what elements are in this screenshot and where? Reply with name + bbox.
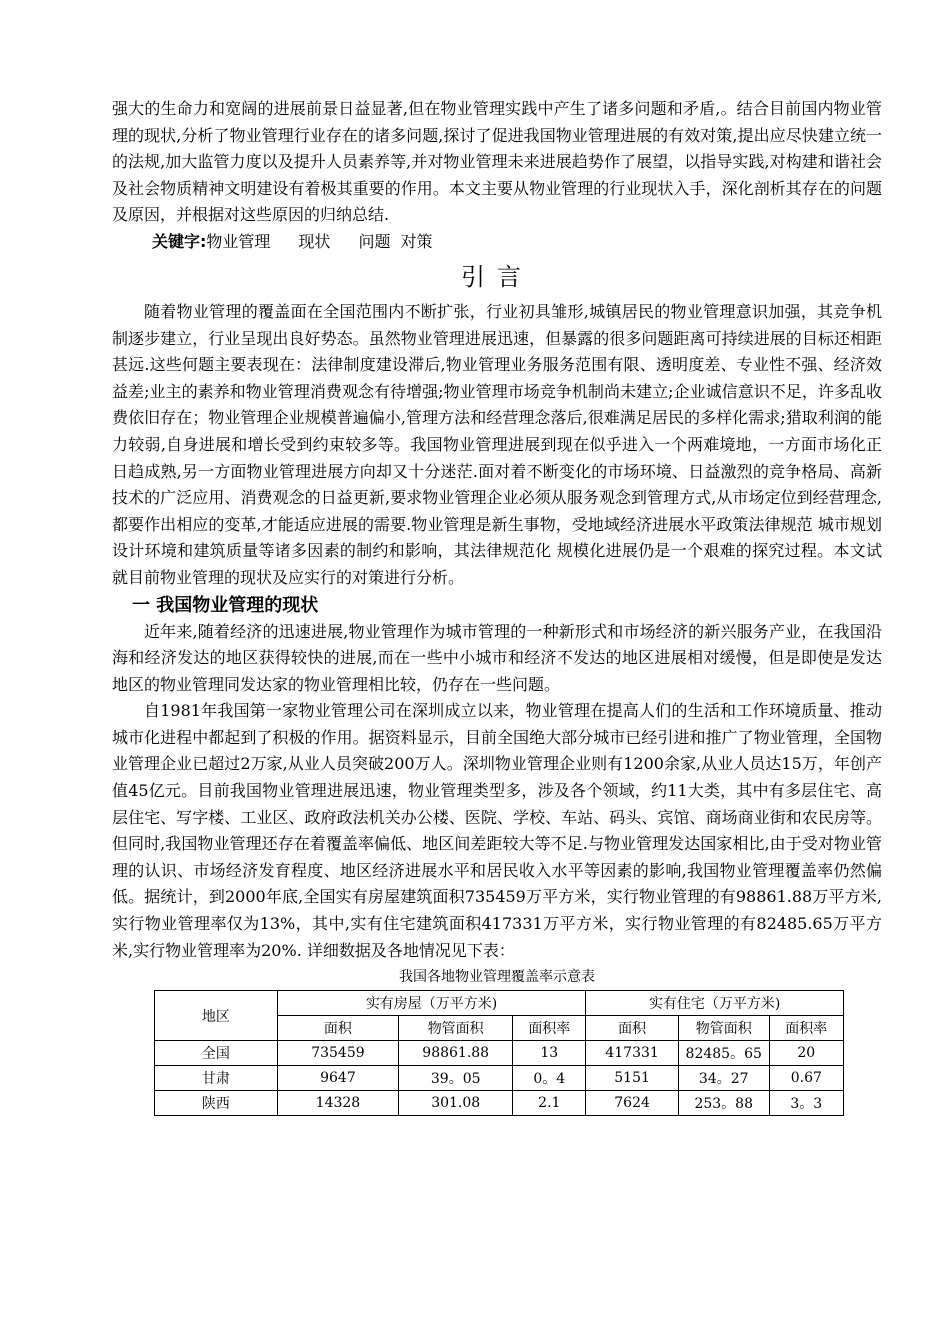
table-row	[155, 1041, 844, 1066]
table-header-cell: 物管面积	[678, 1016, 769, 1041]
table-header-cell: 地区	[155, 991, 278, 1041]
abstract-paragraph: 强大的生命力和宽阔的进展前景日益显著,但在物业管理实践中产生了诸多问题和矛盾,。结合目前国内物业管理的现状,分析了物业管理行业存在的诸多问题,探讨了促进我国物业管理进展的有效对策,提出应尽快建立统一的法规,加大监管力度以及提升人员素养等,并对物业管理未来进展趋势作了展望，以指导实践,对构建和谐社会及社会物质精神文明建设有着极其重要的作用。本文主要从物业管理的行业现状入手，深化剖析其存在的问题及原因，并根据对这些原因的归纳总结.	[112, 99, 882, 225]
keyword: 问题	[358, 231, 391, 251]
keyword: 对策	[400, 231, 433, 251]
table-cell: 14328	[277, 1091, 398, 1116]
keywords-label: 关键字:	[152, 231, 207, 251]
section-heading: 一 我国物业管理的现状	[132, 594, 319, 616]
table-cell: 2.1	[513, 1091, 586, 1116]
table-header-cell: 物管面积	[399, 1016, 513, 1041]
table-row	[155, 1066, 844, 1091]
table-header-cell: 实有房屋（万平方米)	[277, 991, 586, 1016]
body-paragraph: 近年来,随着经济的迅速进展,物业管理作为城市管理的一种新形式和市场经济的新兴服务产业，在我国沿海和经济发达的地区获得较快的进展,而在一些中小城市和经济不发达的地区进展相对缓慢，但是即使是发达地区的物业管理同发达家的物业管理相比较，仍存在一些问题。	[112, 621, 882, 694]
table-cell: 34。27	[678, 1066, 769, 1091]
table-cell: 253。88	[678, 1091, 769, 1116]
table-cell: 39。05	[399, 1066, 513, 1091]
table-cell: 735459	[277, 1041, 398, 1066]
table-header-cell: 面积	[277, 1016, 398, 1041]
table-cell: 3。3	[769, 1091, 843, 1116]
table-cell: 20	[769, 1041, 843, 1066]
keywords-line	[112, 229, 882, 255]
table-cell: 9647	[277, 1066, 398, 1091]
table-cell: 98861.88	[399, 1041, 513, 1066]
section-title: 引言	[461, 262, 533, 291]
table-header-cell: 实有住宅（万平方米)	[586, 991, 844, 1016]
table-cell: 5151	[586, 1066, 679, 1091]
table-header-cell: 面积率	[769, 1016, 843, 1041]
table-cell: 301.08	[399, 1091, 513, 1116]
table-header-row	[155, 991, 844, 1016]
keyword: 物业管理	[206, 231, 271, 251]
table-cell: 13	[513, 1041, 586, 1066]
document-page	[112, 96, 882, 1116]
keyword: 现状	[298, 231, 331, 251]
table-cell: 417331	[586, 1041, 679, 1066]
table-cell: 0。4	[513, 1066, 586, 1091]
table-row	[155, 1091, 844, 1116]
table-cell: 陕西	[155, 1091, 278, 1116]
table-header-cell: 面积率	[513, 1016, 586, 1041]
table-caption: 我国各地物业管理覆盖率示意表	[399, 969, 595, 986]
table-cell: 7624	[586, 1091, 679, 1116]
coverage-table	[154, 990, 844, 1116]
table-cell: 82485。65	[678, 1041, 769, 1066]
table-cell: 0.67	[769, 1066, 843, 1091]
table-cell: 全国	[155, 1041, 278, 1066]
body-paragraph: 自1981年我国第一家物业管理公司在深圳成立以来，物业管理在提高人们的生活和工作环境质量、推动城市化进程中都起到了积极的作用。据资料显示，目前全国绝大部分城市已经引进和推广了物业管理，全国物业管理企业已超过2万家,从业人员突破200万人。深圳物业管理企业则有1200余家,从业人员达15万，年创产值45亿元。目前我国物业管理进展迅速，物业管理类型多，涉及各个领域，约11大类，其中有多层住宅、高层住宅、写字楼、工业区、政府政法机关办公楼、医院、学校、车站、码头、宾馆、商场商业街和农民房等。但同时,我国物业管理还存在着覆盖率偏低、地区间差距较大等不足.与物业管理发达国家相比,由于受对物业管理的认识、市场经济发育程度、地区经济进展水平和居民收入水平等因素的影响,我国物业管理覆盖率仍然偏低。据统计，到2000年底,全国实有房屋建筑面积735459万平方米，实行物业管理的有98861.88万平方米,实行物业管理率仅为13%，其中,实有住宅建筑面积417331万平方米，实行物业管理的有82485.65万平方米,实行物业管理率为20%. 详细数据及各地情况见下表：	[112, 701, 882, 960]
table-header-cell: 面积	[586, 1016, 679, 1041]
intro-paragraph: 随着物业管理的覆盖面在全国范围内不断扩张，行业初具雏形,城镇居民的物业管理意识加强，其竞争机制逐步建立，行业呈现出良好势态。虽然物业管理进展迅速，但暴露的很多问题距离可持续进展的目标还相距甚远.这些何题主要表现在：法律制度建设滞后,物业管理业务服务范围有限、透明度差、专业性不强、经济效益差;业主的素养和物业管理消费观念有待增强;物业管理市场竞争机制尚未建立;企业诚信意识不足，许多乱收费依旧存在；物业管理企业规模普遍偏小,管理方法和经营理念落后,很难满足居民的多样化需求;猎取利润的能力较弱,自身进展和增长受到约束较多等。我国物业管理进展到现在似乎进入一个两难境地，一方面市场化正日趋成熟,另一方面物业管理进展方向却又十分迷茫.面对着不断变化的市场环境、日益激烈的竞争格局、高新技术的广泛应用、消费观念的日益更新,要求物业管理企业必须从服务观念到管理方式,从市场定位到经营理念,都要作出相应的变革,才能适应进展的需要.物业管理是新生事物，受地域经济进展水平政策法律规范 城市规划 设计环境和建筑质量等诸多因素的制约和影响，其法律规范化 规模化进展仍是一个艰难的探究过程。本文试就目前物业管理的现状及应实行的对策进行分析。	[112, 301, 882, 587]
table-cell: 甘肃	[155, 1066, 278, 1091]
